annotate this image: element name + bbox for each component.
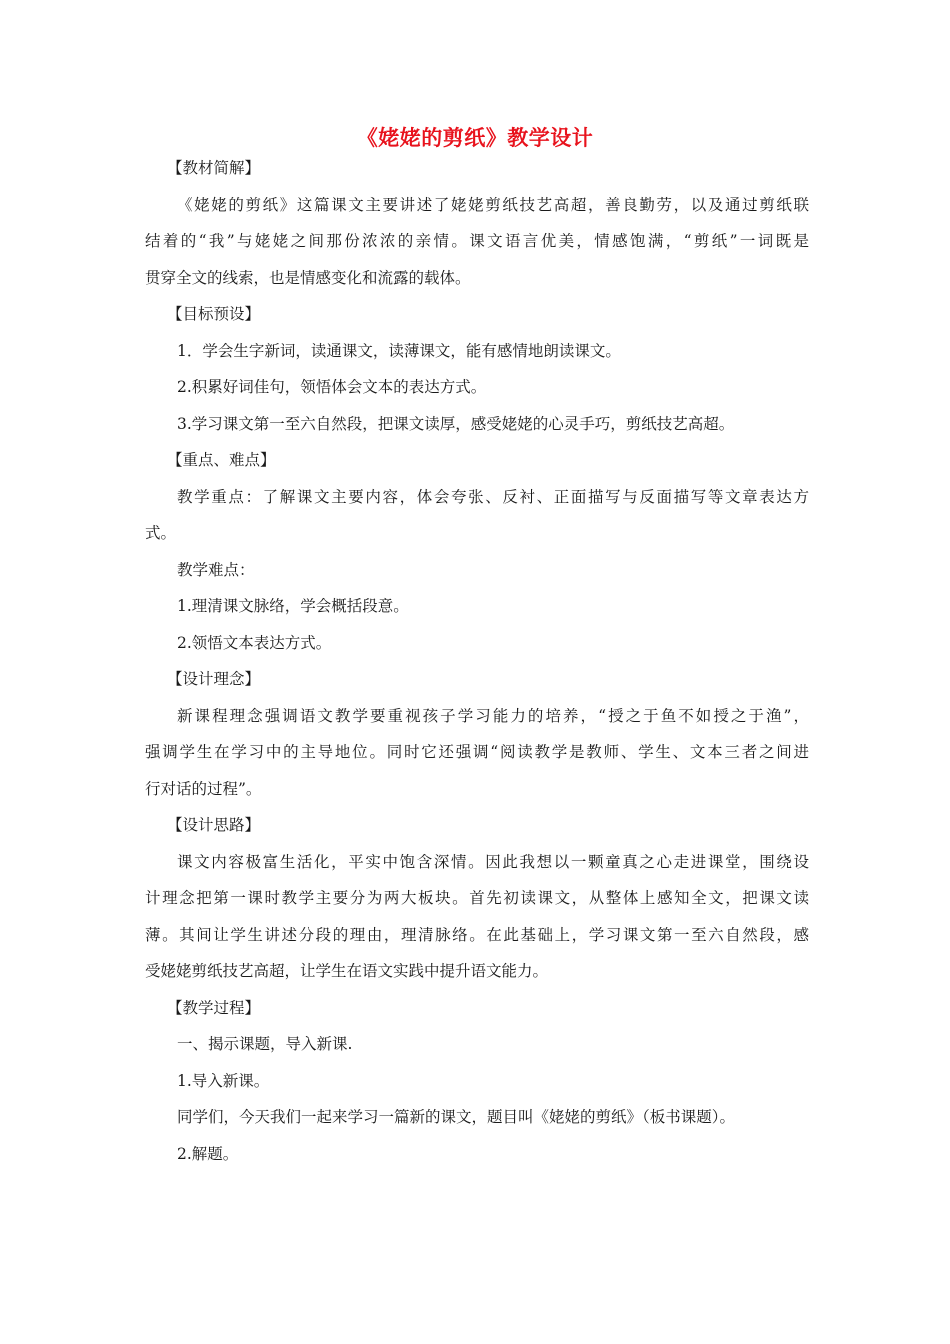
list-item: 2.积累好词佳句，领悟体会文本的表达方式。 [177, 378, 487, 396]
list-item: 2.解题。 [177, 1144, 239, 1163]
list-item: 2.领悟文本表达方式。 [177, 633, 332, 652]
paragraph-line: 结着的“我”与姥姥之间那份浓浓的亲情。课文语言优美，情感饱满，“剪纸”一词既是 [145, 232, 809, 250]
paragraph-line: 薄。其间让学生讲述分段的理由，理清脉络。在此基础上，学习课文第一至六自然段，感 [145, 925, 809, 944]
paragraph-line: 强调学生在学习中的主导地位。同时它还强调“阅读教学是教师、学生、文本三者之间进 [145, 743, 809, 761]
list-item: 3.学习课文第一至六自然段，把课文读厚，感受姥姥的心灵手巧，剪纸技艺高超。 [177, 414, 735, 433]
paragraph-line: 受姥姥剪纸技艺高超，让学生在语文实践中提升语文能力。 [145, 962, 549, 980]
paragraph-line: 计理念把第一课时教学主要分为两大板块。首先初读课文，从整体上感知全文，把课文读 [145, 889, 809, 907]
section-heading-key-points: 【重点、难点】 [167, 451, 276, 469]
section-heading-intro: 【教材简解】 [167, 159, 261, 177]
section-heading-goals: 【目标预设】 [167, 305, 261, 323]
paragraph-line: 新课程理念强调语文教学要重视孩子学习能力的培养，“授之于鱼不如授之于渔”， [177, 706, 809, 725]
section-heading-process: 【教学过程】 [167, 998, 261, 1017]
document-body [145, 150, 809, 1172]
paragraph-line: 同学们，今天我们一起来学习一篇新的课文，题目叫《姥姥的剪纸》（板书课题）。 [177, 1108, 736, 1126]
paragraph-line: 教学重点：了解课文主要内容，体会夸张、反衬、正面描写与反面描写等文章表达方 [177, 487, 809, 506]
list-item: 1.导入新课。 [177, 1071, 270, 1090]
list-item: 1.理清课文脉络，学会概括段意。 [177, 597, 409, 615]
list-item: 1．学会生字新词，读通课文，读薄课文，能有感情地朗读课文。 [177, 341, 621, 360]
paragraph-line: 行对话的过程”。 [145, 779, 262, 798]
document-title: 《姥姥的剪纸》教学设计 [356, 126, 594, 150]
paragraph-line: 课文内容极富生活化，平实中饱含深情。因此我想以一颗童真之心走进课堂，围绕设 [177, 852, 809, 871]
paragraph-line: 一、揭示课题，导入新课. [177, 1035, 353, 1053]
paragraph-line: 教学难点： [177, 560, 255, 579]
paragraph-line: 《姥姥的剪纸》这篇课文主要讲述了姥姥剪纸技艺高超，善良勤劳，以及通过剪纸联 [177, 195, 809, 214]
section-heading-concept: 【设计理念】 [167, 670, 261, 688]
section-heading-design-idea: 【设计思路】 [167, 816, 261, 834]
paragraph-line: 式。 [145, 524, 177, 542]
paragraph-line: 贯穿全文的线索，也是情感变化和流露的载体。 [145, 268, 471, 287]
